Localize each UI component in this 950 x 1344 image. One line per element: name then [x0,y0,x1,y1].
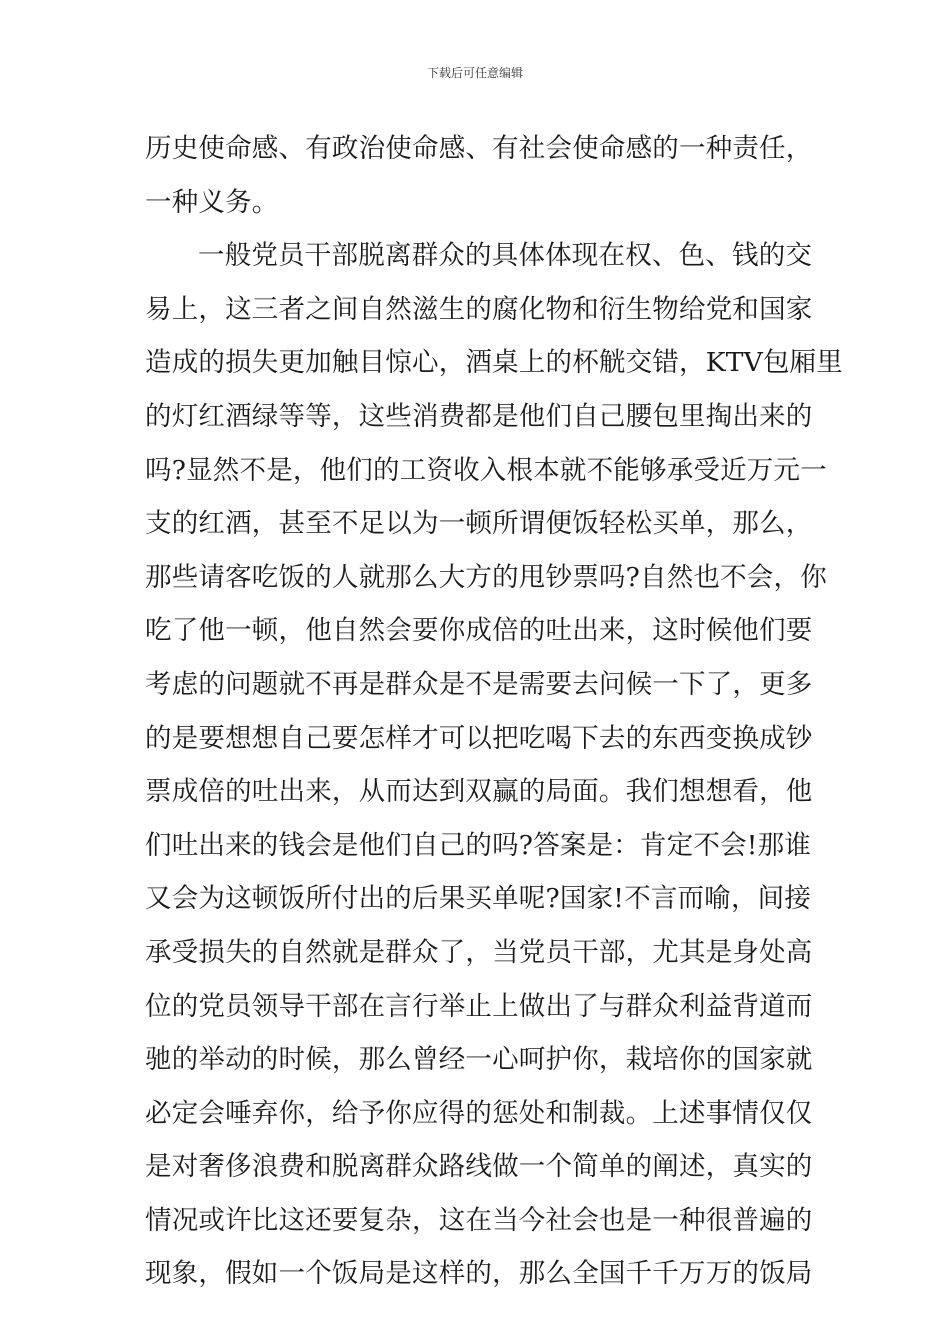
text-line-14: 们吐出来的钱会是他们自己的吗?答案是：肯定不会!那谁 [145,829,812,861]
text-line-18: 驰的举动的时候，那么曾经一心呵护你，栽培你的国家就 [145,1044,813,1076]
text-line-16: 承受损失的自然就是群众了，当党员干部，尤其是身处高 [145,936,813,968]
text-line-12: 的是要想想自己要怎样才可以把吃喝下去的东西变换成钞 [145,722,813,754]
text-line-2: 一种义务。 [145,186,279,218]
text-line-22: 现象，假如一个饭局是这样的，那么全国千千万万的饭局 [145,1258,813,1290]
text-line-11: 考虑的问题就不再是群众是不是需要去问候一下了，更多 [145,668,813,700]
text-line-6: 的灯红酒绿等等，这些消费都是他们自己腰包里掏出来的 [145,400,813,432]
text-line-4: 易上，这三者之间自然滋生的腐化物和衍生物给党和国家 [145,293,813,325]
page-header: 下载后可任意编辑 [426,66,523,80]
text-line-5: 造成的损失更加触目惊心，酒桌上的杯觥交错，KTV包厢里 [145,347,844,379]
text-line-7: 吗?显然不是，他们的工资收入根本就不能够承受近万元一 [145,454,827,486]
text-line-9: 那些请客吃饭的人就那么大方的甩钞票吗?自然也不会，你 [145,561,827,593]
document-body [145,122,844,1301]
text-line-13: 票成倍的吐出来，从而达到双赢的局面。我们想想看，他 [145,776,813,808]
text-line-10: 吃了他一顿，他自然会要你成倍的吐出来，这时候他们要 [145,615,813,647]
text-line-21: 情况或许比这还要复杂，这在当今社会也是一种很普遍的 [145,1204,813,1236]
text-line-15: 又会为这顿饭所付出的后果买单呢?国家!不言而喻，间接 [145,883,812,915]
text-line-20: 是对奢侈浪费和脱离群众路线做一个简单的阐述，真实的 [145,1151,813,1183]
text-line-8: 支的红酒，甚至不足以为一顿所谓便饭轻松买单，那么， [145,508,813,540]
text-line-1: 历史使命感、有政治使命感、有社会使命感的一种责任， [145,133,813,164]
text-line-17: 位的党员领导干部在言行举止上做出了与群众利益背道而 [145,990,813,1022]
text-line-19: 必定会唾弃你，给予你应得的惩处和制裁。上述事情仅仅 [145,1097,813,1129]
text-line-3: 一般党员干部脱离群众的具体体现在权、色、钱的交 [198,240,813,272]
